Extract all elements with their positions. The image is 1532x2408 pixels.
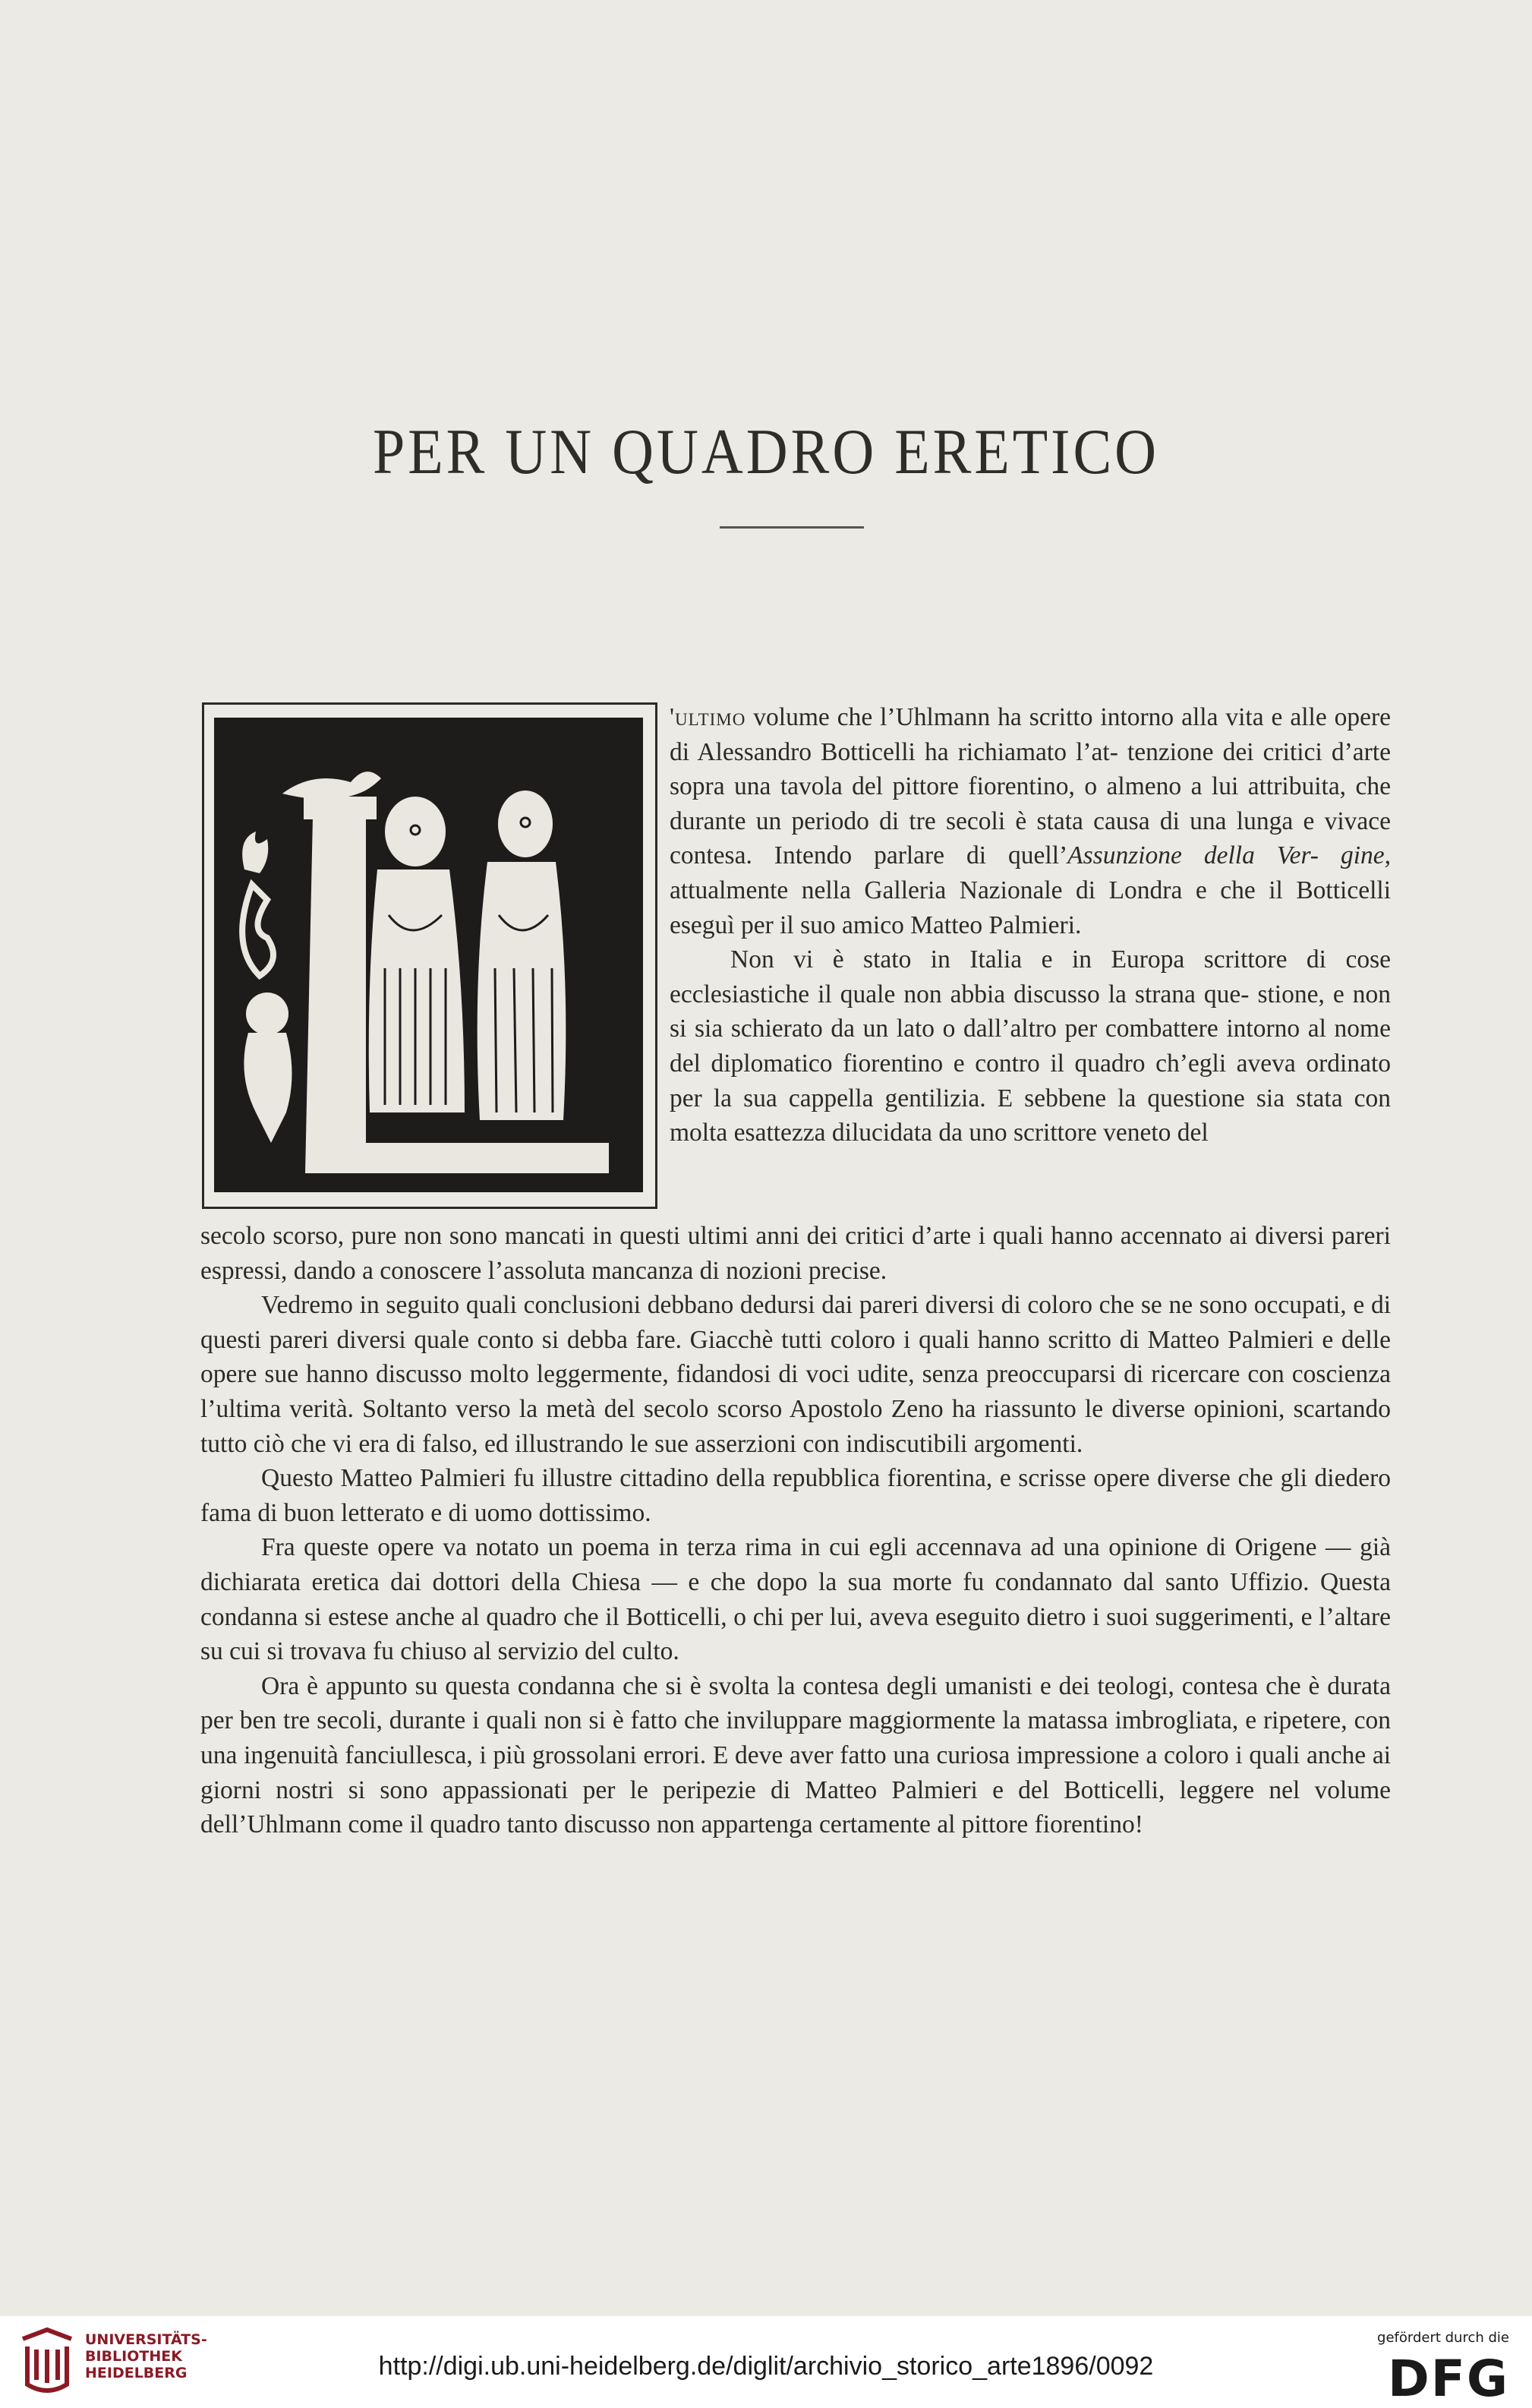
p1-line-2: e alle opere di Alessandro Botticelli ha richiamato l’at- [670, 703, 1392, 766]
library-line-1: UNIVERSITÄTS- [85, 2331, 207, 2348]
library-line-2: BIBLIOTHEK [85, 2348, 182, 2365]
paragraph-5: Fra queste opere va notato un poema in terza rima in cui egli accennava ad una opinione di Origene — già dichiarata eretica dai dottori della Chiesa — e che dopo la sua morte fu condannato dal santo Uffizio. Questa condanna si estese anche al quadro che il Botticelli, o chi per lui, aveva eseguito dietro i suoi suggerimenti, e l’altare su cui si trovava fu chiuso al servizio del culto. [200, 1533, 1391, 1666]
initial-small-caps: 'ultimo [670, 703, 746, 731]
funding-label: gefördert durch die [1377, 2330, 1509, 2346]
p2-line-5: e contro il quadro ch’egli aveva ordinato per la sua [670, 1049, 1391, 1112]
permalink-url[interactable]: http://digi.ub.uni-heidelberg.de/diglit/archivio_storico_arte1896/0092 [378, 2352, 1154, 2381]
p1-line-1: volume che l’Uhlmann ha scritto intorno alla vita [753, 703, 1264, 731]
title-divider [720, 526, 864, 529]
italic-painting-title-b: gine, [1340, 841, 1391, 870]
paragraph-1 [670, 700, 1391, 1150]
p2-line-6: cappella gentilizia. E sebbene la questione sia stata con [788, 1084, 1392, 1112]
p2-line-1: Non vi è stato in Italia e in Europa scrittore di cose [730, 945, 1391, 974]
p1-line-3: tenzione dei critici d’arte sopra una tavola del pittore [670, 737, 1391, 801]
p1-line-4: fiorentino, o almeno a lui attribuita, che durante un [670, 772, 1391, 835]
decorated-initial-L-icon [214, 718, 643, 1192]
dfg-logo: DFG [1387, 2350, 1509, 2408]
italic-painting-title-a: Assunzione della Ver- [1067, 841, 1319, 870]
p1-line-6: contesa. Intendo parlare di quell’ [670, 841, 1068, 870]
paragraph-6: Ora è appunto su questa condanna che si è svolta la contesa degli umanisti e dei teologi, contesa che è durata per ben tre secoli, durante i quali non si è fatto che inviluppare maggiormente la matassa imbrogliata, e ripetere, con una ingenuità fanciullesca, i più grossolani errori. E deve aver fatto una curiosa impressione a coloro i quali anche ai giorni nostri si sono appassionati per le peripezie di Matteo Palmieri e del Botticelli, leggere nel volume dell’Uhlmann come il quadro tanto discusso non appartenga certamente al pittore fiorentino! [200, 1671, 1391, 1839]
paragraph-2-rest: secolo scorso, pure non sono mancati in questi ultimi anni dei critici d’arte i quali hanno accennato ai diversi pareri espressi, dando a conoscere l’assoluta mancanza di nozioni precise. [200, 1222, 1391, 1285]
paragraph-body [200, 1219, 1391, 1842]
p2-line-7: molta esattezza dilucidata da uno scrittore veneto del [670, 1119, 1209, 1147]
p1-line-7: attualmente nella Galleria Nazionale di Londra e [670, 876, 1207, 904]
p2-line-4: combattere intorno al nome del diplomatico fiorentino [670, 1015, 1391, 1078]
library-line-3: HEIDELBERG [85, 2365, 188, 2381]
article-title: PER UN QUADRO ERETICO [372, 415, 1160, 488]
p1-line-5: periodo di tre secoli è stata causa di una lunga e vivace [791, 806, 1392, 835]
paragraph-4: Questo Matteo Palmieri fu illustre cittadino della repubblica fiorentina, e scrisse opere diverse che gli diedero fama di buon letterato e di uomo dottissimo. [200, 1464, 1391, 1527]
p1-line-8: che il Botticelli eseguì per il suo amico Matteo Palmieri. [670, 876, 1392, 939]
paragraph-3: Vedremo in seguito quali conclusioni debbano dedursi dai pareri diversi di coloro che se ne sono occupati, e di questi pareri diversi quale conto si debba fare. Giacchè tutti coloro i quali hanno scritto di Matteo Palmieri e delle opere sue hanno discusso molto leggermente, fidandosi di voci udite, senza preoccuparsi di ricercare con coscienza l’ultima verità. Soltanto verso la metà del secolo scorso Apostolo Zeno ha riassunto le diverse opinioni, scartando tutto ciò che vi era di falso, ed illustrando le sue asserzioni con indiscutibili argomenti. [200, 1291, 1391, 1458]
p2-line-3: stione, e non si sia schierato da un lato o dall’altro per [670, 980, 1391, 1043]
p2-line-2: ecclesiastiche il quale non abbia discusso la strana que- [670, 980, 1250, 1008]
